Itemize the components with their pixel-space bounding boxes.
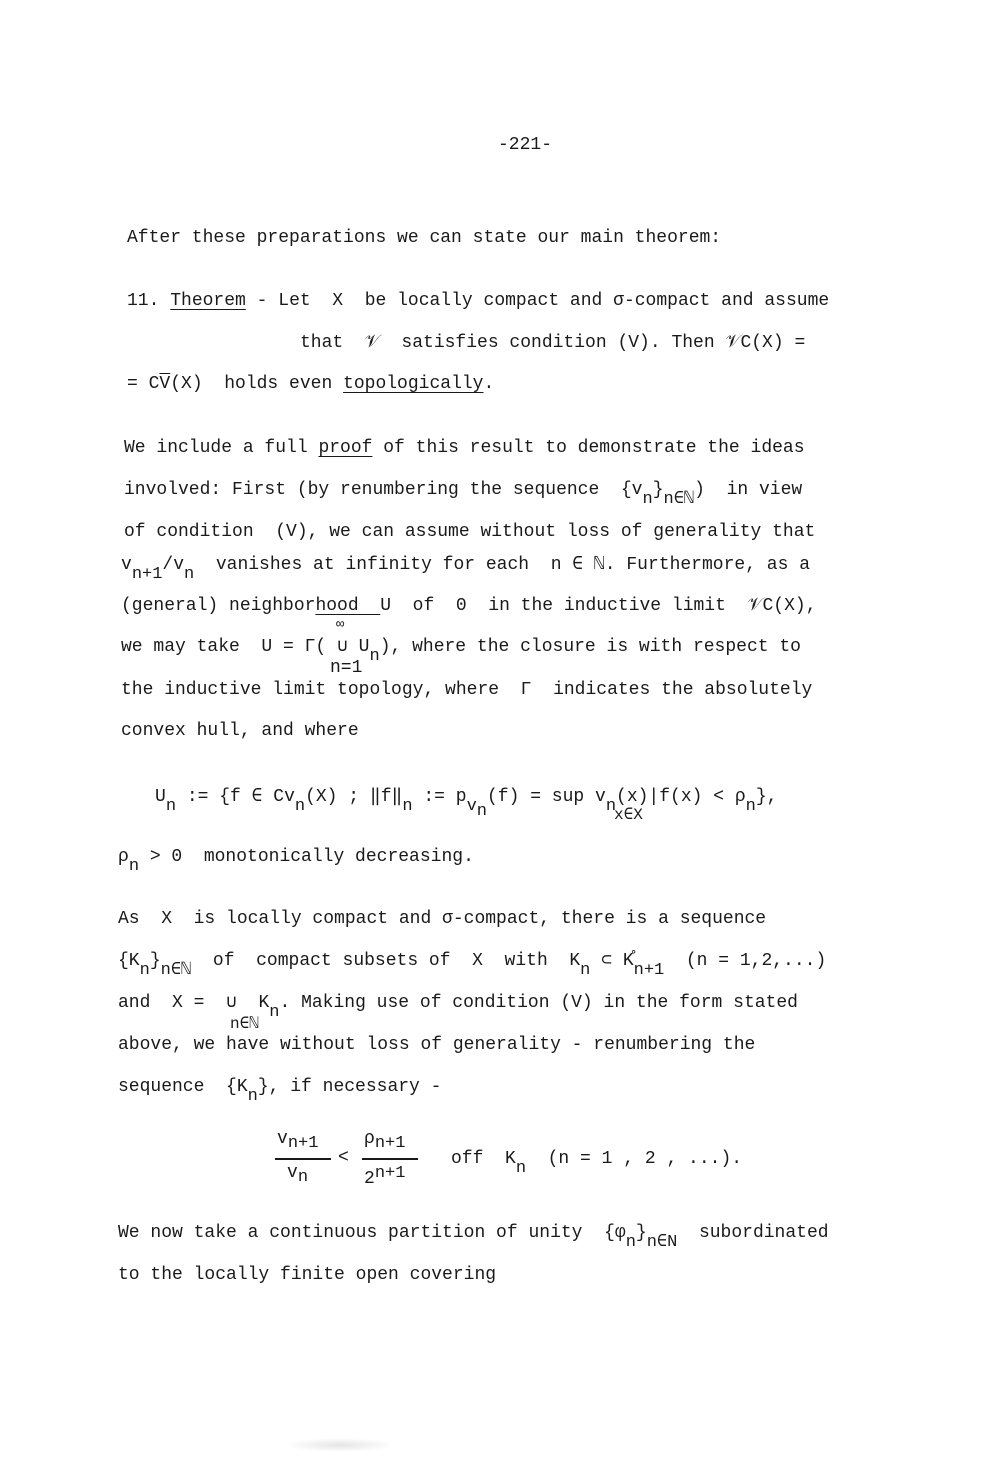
theorem-line-3: = $C\overline{V}(X)$ holds even topologically. <box>127 374 495 394</box>
para1-line-2: involved: First (by renumbering the sequence {vn}n∈ℕ) in view <box>124 480 803 509</box>
theorem-number: 11. <box>127 291 160 311</box>
para3-line-1: We now take a continuous partition of unity {φn}n∈N subordinated <box>118 1223 829 1252</box>
v-bar: $\overline{V}$ <box>159 374 171 394</box>
intro-line: After these preparations we can state our main theorem: <box>127 228 722 248</box>
para1-line-4: vn+1/vn vanishes at infinity for each n ∈ ℕ. Furthermore, as a <box>121 555 811 584</box>
page-number: -221- <box>498 135 553 155</box>
para1-line-7: the inductive limit topology, where Γ indicates the absolutely <box>121 680 813 700</box>
para3-line-2: to the locally finite open covering <box>118 1265 497 1285</box>
para1-line-5: (general) neighborhood U of 0 in the inductive limit 𝒱C(X), <box>121 596 817 616</box>
frac2-num: ρn+1 <box>364 1129 406 1153</box>
proof-word: proof <box>318 438 373 458</box>
topologically: topologically <box>343 374 484 394</box>
para1-line-6: we may take U = Γ( ∪ Un), where the closure is with respect to <box>121 637 801 666</box>
rho-line: ρn > 0 monotonically decreasing. <box>118 847 474 876</box>
para2-line-3: and X = ∪ Kn. Making use of condition (V) in the form stated <box>118 993 798 1022</box>
frac1-bar <box>275 1158 331 1160</box>
theorem-dash: - <box>256 291 268 311</box>
union-infinity: ∞ <box>336 617 345 633</box>
frac2-den: 2n+1 <box>364 1164 406 1189</box>
union-under: n∈ℕ <box>230 1015 259 1033</box>
para1-line-1: We include a full proof of this result to demonstrate the ideas <box>124 438 805 458</box>
union-index: n=1 <box>330 658 363 678</box>
frac1-num: vn+1 <box>277 1129 319 1153</box>
theorem-statement-1: Let X be locally compact and σ-compact and assume <box>278 291 830 311</box>
para2-line-2: {Kn}n∈ℕ of compact subsets of X with Kn ⊂ K̊n+1 (n = 1,2,...) <box>118 951 827 980</box>
para1-line-3: of condition (V), we can assume without loss of generality that <box>124 522 816 542</box>
theorem-heading: Theorem <box>170 291 246 311</box>
formula-un: Un := {f ∈ Cvn(X) ; ‖f‖n := pvn(f) = sup vn(x)|f(x) < ρn}, <box>155 787 778 821</box>
para2-line-1: As X is locally compact and σ-compact, there is a sequence <box>118 909 767 929</box>
scan-smudge <box>285 1438 395 1452</box>
ineq-rest: off Kn (n = 1 , 2 , ...). <box>451 1149 743 1178</box>
sup-under: x∈X <box>614 806 643 824</box>
theorem-line-2: that 𝒱 satisfies condition (V). Then 𝒱C(X) = <box>300 333 806 353</box>
para2-line-5: sequence {Kn}, if necessary - <box>118 1077 442 1106</box>
para1-line-8: convex hull, and where <box>121 721 359 741</box>
para2-line-4: above, we have without loss of generality - renumbering the <box>118 1035 756 1055</box>
frac2-bar <box>362 1158 418 1160</box>
ineq-lt: < <box>338 1148 349 1168</box>
frac1-den: vn <box>287 1163 309 1187</box>
theorem-line-1 <box>127 292 829 310</box>
